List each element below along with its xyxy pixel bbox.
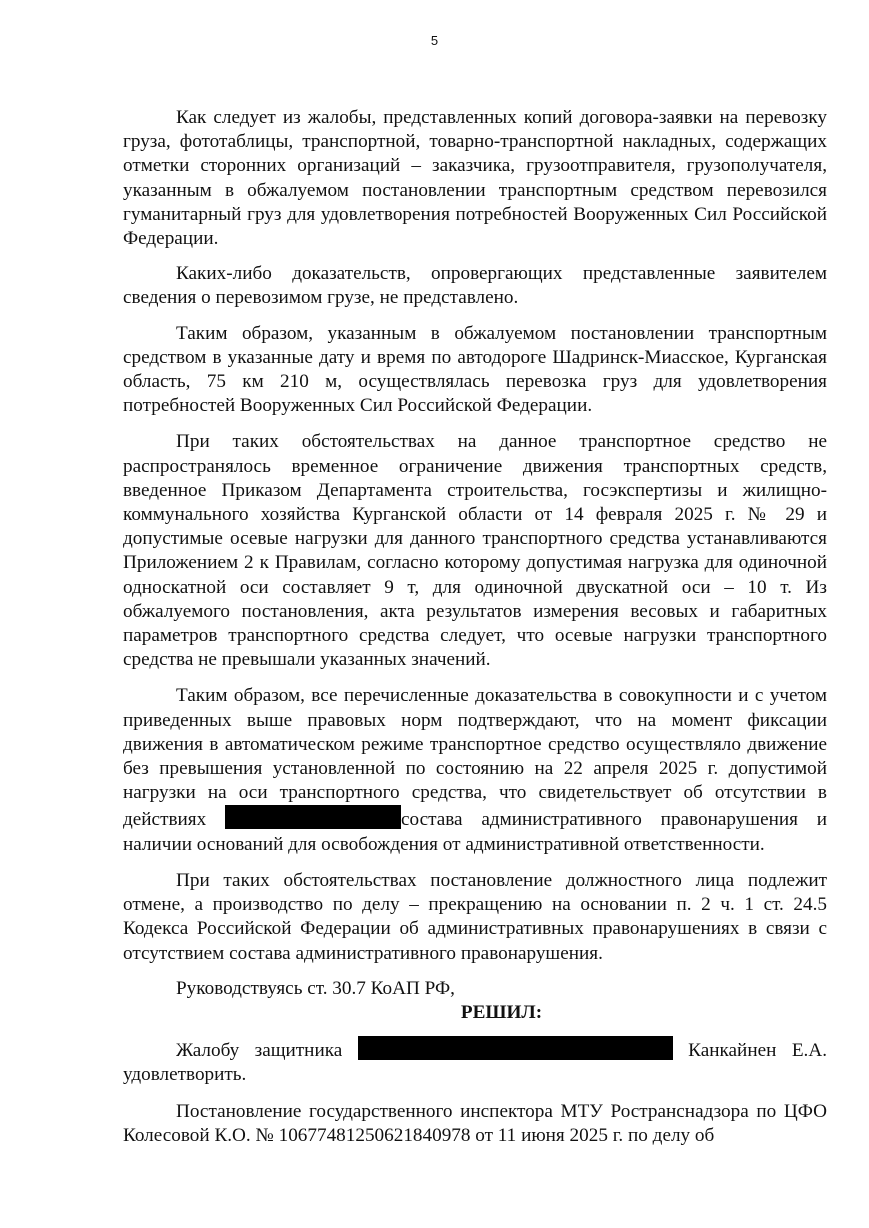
redacted-defender-name <box>358 1036 673 1060</box>
paragraph-no-violation-text-before: Таким образом, все перечисленные доказательства в совокупности и с учетом приведенных выше правовых норм подтверждают, что на момент фиксации движения в автоматическом режиме транспортное средство осуществляло движение без превышения установленной по состоянию на 22 апреля 2025 г. допустимой нагрузки на оси транспортного средства, что свидетельствует об отсутствии в действиях <box>123 685 827 831</box>
paragraph-no-violation-text-after: состава административного правонарушения и наличии оснований для освобождения от административной ответственности. <box>123 809 828 855</box>
decision-heading: РЕШИЛ: <box>460 1001 543 1023</box>
paragraph-complaint-text-before: Жалобу защитника <box>176 1040 343 1062</box>
page-number: 5 <box>430 33 439 48</box>
paragraph-complaint-granted <box>123 1036 827 1087</box>
paragraph-inspector-resolution: Постановление государственного инспектора МТУ Ространснадзора по ЦФО Колесовой К.О. № 10677481250621840978 от 11 июня 2025 г. по делу об <box>123 1100 827 1146</box>
paragraph-axle-load-limits: При таких обстоятельствах на данное транспортное средство не распространялось временное ограничение движения транспортных средств, введенное Приказом Департамента строительства, госэкспертизы и жилищно-коммунального хозяйства Курганской области от 14 февраля 2025 г. № 29 и допустимые осевые нагрузки для данного транспортного средства устанавливаются Приложением 2 к Правилам, согласно которому допустимая нагрузка для одиночной односкатной оси составляет 9 т, для одиночной двускатной оси – 10 т. Из обжалуемого постановления, акта результатов измерения весовых и габаритных параметров транспортного средства следует, что осевые нагрузки транспортного средства не превышали указанных значений. <box>123 431 827 671</box>
paragraph-complaint-text-after: Канкайнен Е.А. удовлетворить. <box>123 1040 827 1086</box>
paragraph-cancel-decision: При таких обстоятельствах постановление должностного лица подлежит отмене, а производство по делу – прекращению на основании п. 2 ч. 1 ст. 24.5 Кодекса Российской Федерации об административных правонарушениях в связи с отсутствием состава административного правонарушения. <box>123 869 827 964</box>
paragraph-no-violation <box>123 684 827 856</box>
document-body <box>123 106 827 1148</box>
paragraph-no-refuting-evidence: Каких-либо доказательств, опровергающих представленные заявителем сведения о перевозимом грузе, не представлено. <box>123 263 827 309</box>
redacted-offender-name <box>225 805 401 829</box>
paragraph-legal-basis: Руководствуясь ст. 30.7 КоАП РФ, <box>176 977 455 999</box>
paragraph-cargo-evidence: Как следует из жалобы, представленных копий договора-заявки на перевозку груза, фототаблицы, транспортной, товарно-транспортной накладных, содержащих отметки сторонних организаций – заказчика, грузоотправителя, грузополучателя, указанным в обжалуемом постановлении транспортным средством перевозился гуманитарный груз для удовлетворения потребностей Вооруженных Сил Российской Федерации. <box>123 107 827 250</box>
paragraph-transport-conclusion: Таким образом, указанным в обжалуемом постановлении транспортным средством в указанные дату и время по автодороге Шадринск-Миасское, Курганская область, 75 км 210 м, осуществлялась перевозка груз для удовлетворения потребностей Вооруженных Сил Российской Федерации. <box>123 322 827 417</box>
